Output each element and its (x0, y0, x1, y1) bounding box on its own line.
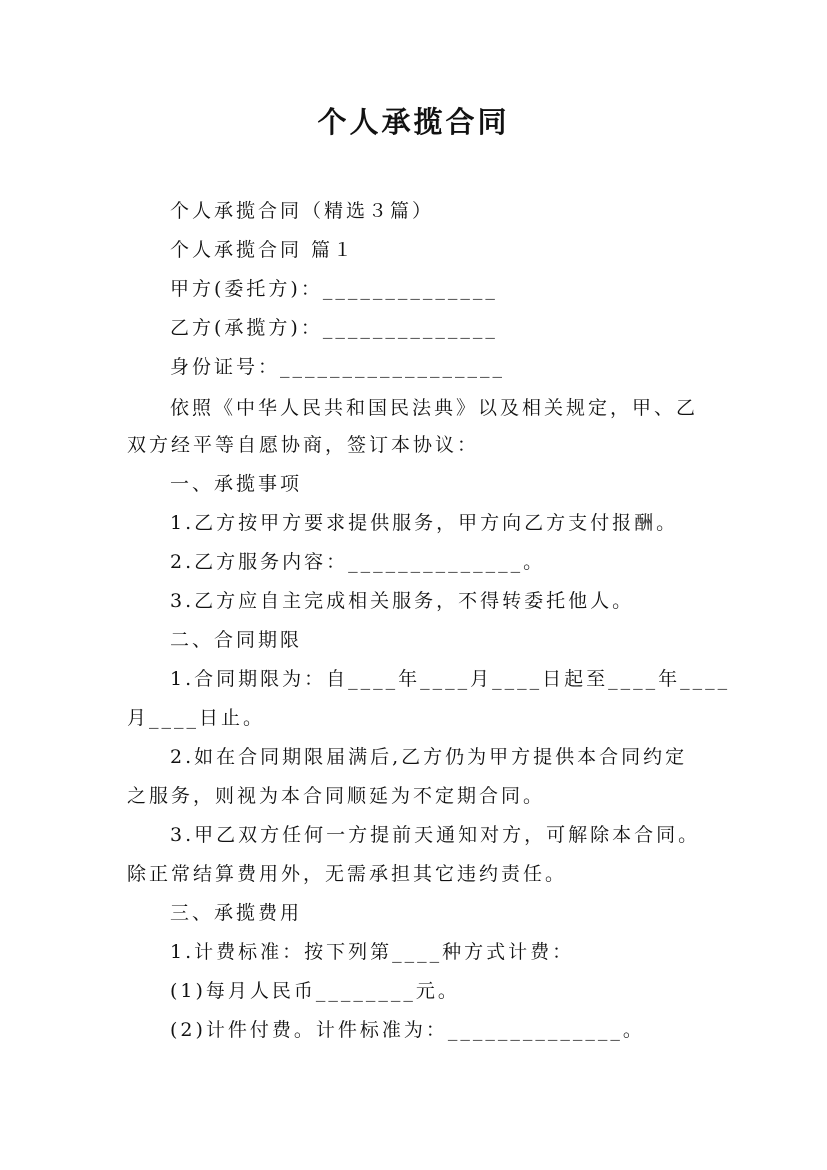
preamble-line-1: 依照《中华人民共和国民法典》以及相关规定，甲、乙 (170, 397, 699, 419)
subtitle-line: 个人承揽合同（精选３篇） (170, 200, 435, 222)
document-title: 个人承揽合同 (317, 105, 510, 139)
section-3-item-1: 1.计费标准：按下列第____种方式计费： (170, 941, 575, 963)
section-2-item-1-line-2: 月____日止。 (127, 707, 266, 729)
section-3-option-1: (1)每月人民币________元。 (170, 980, 460, 1002)
section-2-item-1-line-1: 1.合同期限为：自____年____月____日起至____年____ (170, 668, 731, 690)
preamble-line-2: 双方经平等自愿协商，签订本协议： (127, 434, 480, 456)
section-2-item-3-line-2: 除正常结算费用外，无需承担其它违约责任。 (127, 863, 568, 885)
section-2-heading: 二、合同期限 (170, 629, 303, 651)
section-1-heading: 一、承揽事项 (170, 473, 303, 495)
section-2-item-2-line-1: 2.如在合同期限届满后,乙方仍为甲方提供本合同约定 (170, 746, 688, 768)
party-a-line: 甲方(委托方)：______________ (170, 278, 498, 300)
section-2-item-2-line-2: 之服务，则视为本合同顺延为不定期合同。 (127, 785, 546, 807)
id-number-line: 身份证号：__________________ (170, 356, 506, 378)
section-1-item-2: 2.乙方服务内容：______________。 (170, 551, 546, 573)
section-2-item-3-line-1: 3.甲乙双方任何一方提前天通知对方，可解除本合同。 (170, 824, 701, 846)
article-heading: 个人承揽合同 篇１ (170, 239, 356, 261)
party-b-line: 乙方(承揽方)：______________ (170, 317, 498, 339)
section-1-item-3: 3.乙方应自主完成相关服务，不得转委托他人。 (170, 590, 635, 612)
section-1-item-1: 1.乙方按甲方要求提供服务，甲方向乙方支付报酬。 (170, 512, 679, 534)
section-3-heading: 三、承揽费用 (170, 902, 303, 924)
section-3-option-2: (2)计件付费。计件标准为：______________。 (170, 1019, 645, 1041)
